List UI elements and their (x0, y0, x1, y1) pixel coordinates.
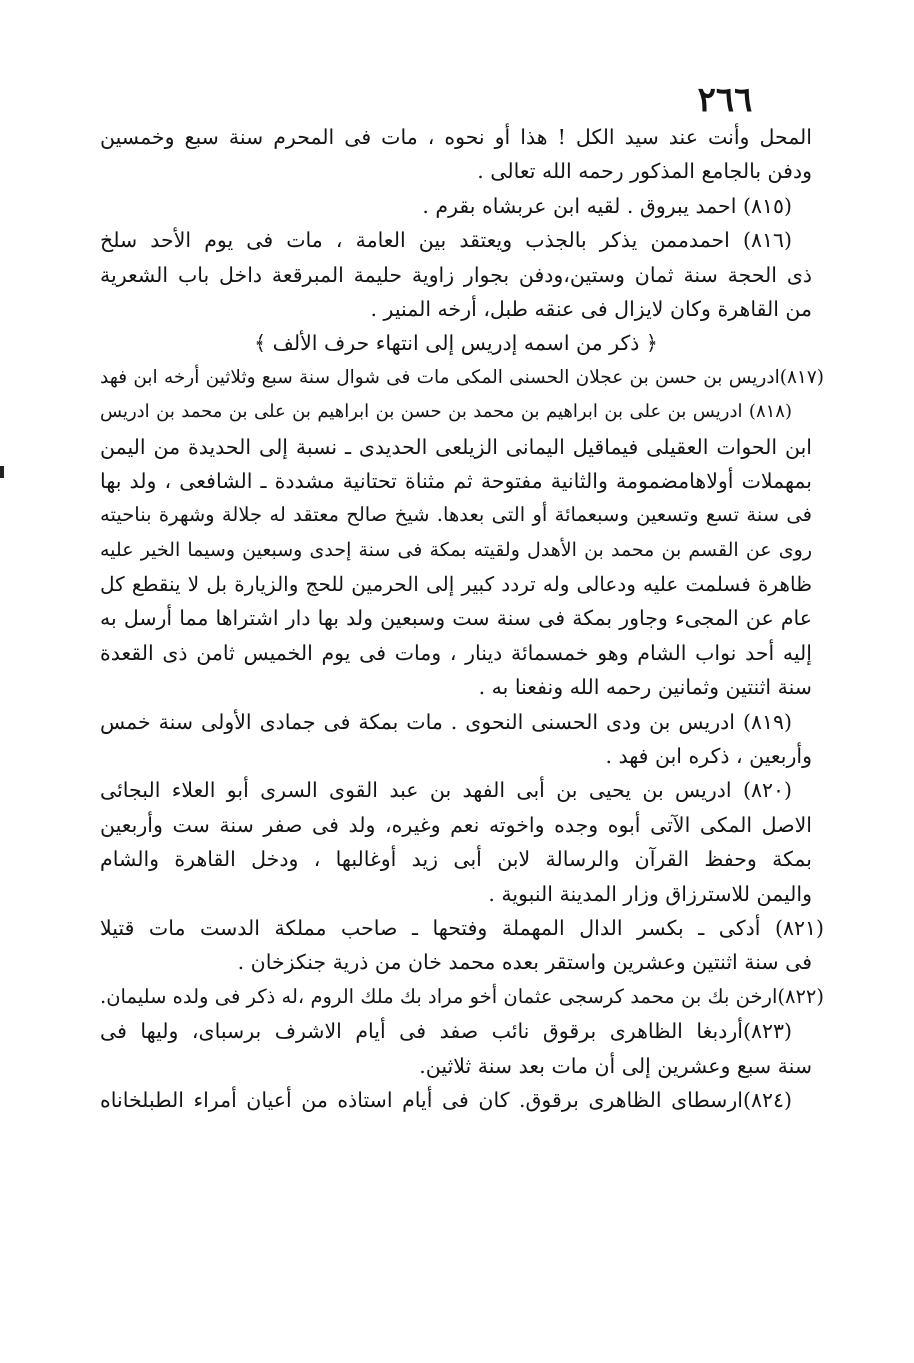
text-line: (٨١٧)ادريس بن حسن بن عجلان الحسنى المكى مات فى شوال سنة سبع وثلاثين أرخه ابن فهد (100, 366, 824, 388)
text-line: (٨٢٠) ادريس بن يحيى بن أبى الفهد بن عبد القوى السرى أبو العلاء البجائى (100, 778, 792, 803)
text-line: بمهملات أولاهامضمومة والثانية مفتوحة ثم مثناة تحتانية مشددة ـ الشافعى ، ولد بها (100, 468, 812, 493)
body-text (100, 120, 824, 1117)
scan-edge-mark (0, 466, 4, 478)
text-line: واليمن للاسترزاق وزار المدينة النبوية . (488, 881, 812, 906)
text-line: روى عن القسم بن محمد بن الأهدل ولقيته بمكة فى سنة إحدى وسبعين وسيما الخير عليه (100, 538, 812, 561)
text-line: وأربعين ، ذكره ابن فهد . (605, 744, 812, 769)
text-line: (٨٢١) أدكى ـ بكسر الدال المهملة وفتحها ـ صاحب مملكة الدست مات قتيلا (100, 915, 824, 940)
text-line: من القاهرة وكان لايزال فى عنقه طبل، أرخه المنير . (370, 296, 812, 321)
text-line: ابن الحوات العقيلى فيماقيل اليمانى الزيلعى الحديدى ـ نسبة إلى الحديدة من اليمن (100, 434, 812, 459)
text-line: المحل وأنت عند سيد الكل ! هذا أو نحوه ، مات فى المحرم سنة سبع وخمسين (100, 125, 812, 149)
text-line: ظاهرة فسلمت عليه ودعالى وله تردد كبير إلى الحرمين للحج والزيارة بل لا ينقطع كل (100, 572, 812, 597)
text-line: (٨٢٣)أردبغا الظاهرى برقوق نائب صفد فى أيام الاشرف برسباى، وليها فى (100, 1019, 792, 1044)
text-line: الاصل المكى الآتى أبوه وجده واخوته نعم وغيره، ولد فى صفر سنة ست وأربعين (100, 812, 812, 837)
text-line: ودفن بالجامع المذكور رحمه الله تعالى . (477, 159, 812, 184)
text-line: عام عن المجىء وجاور بمكة فى سنة ست وسبعين ولد بها دار اشتراها مما أرسل به (100, 606, 812, 631)
text-line: (٨١٩) ادريس بن ودى الحسنى النحوى . مات بمكة فى جمادى الأولى سنة خمس (100, 709, 792, 734)
text-line: فى سنة اثنتين وعشرين واستقر بعده محمد خان من ذرية جنكزخان . (237, 950, 812, 975)
text-line: إليه أحد نواب الشام وهو خمسمائة دينار ، ومات فى يوم الخميس ثامن ذى القعدة (100, 640, 812, 665)
text-line: (٨١٨) ادريس بن على بن ابراهيم بن محمد بن حسن بن ابراهيم بن على بن محمد بن ادريس (100, 401, 792, 423)
text-line: سنة اثنتين وثمانين رحمه الله ونفعنا به . (478, 675, 812, 700)
text-line: (٨٢٢)ارخن بك بن محمد كرسجى عثمان أخو مراد بك ملك الروم ،له ذكر فى ولده سليمان. (100, 984, 824, 1008)
page-number: ٢٦٦ (697, 80, 753, 120)
text-line: بمكة وحفظ القرآن والرسالة لابن أبى زيد أوغالبها ، ودخل القاهرة والشام (100, 847, 812, 872)
text-line: سنة سبع وعشرين إلى أن مات بعد سنة ثلاثين. (419, 1053, 812, 1078)
text-line: فى سنة تسع وتسعين وسبعمائة أو التى بعدها. شيخ صالح معتقد له جلالة وشهرة بناحيته (100, 503, 812, 527)
text-line: ذى الحجة سنة ثمان وستين،ودفن بجوار زاوية حليمة المبرقعة داخل باب الشعرية (100, 262, 812, 287)
section-heading: ﴿ ذكر من اسمه إدريس إلى انتهاء حرف الألف ﴾ (254, 331, 658, 356)
text-line: (٨١٥) احمد يبروق . لقيه ابن عربشاه بقرم . (422, 193, 792, 218)
text-line: (٨٢٤)ارسطاى الظاهرى برقوق. كان فى أيام استاذه من أعيان أمراء الطبلخاناه (100, 1087, 792, 1112)
text-line: (٨١٦) احمدممن يذكر بالجذب ويعتقد بين العامة ، مات فى يوم الأحد سلخ (100, 228, 792, 253)
